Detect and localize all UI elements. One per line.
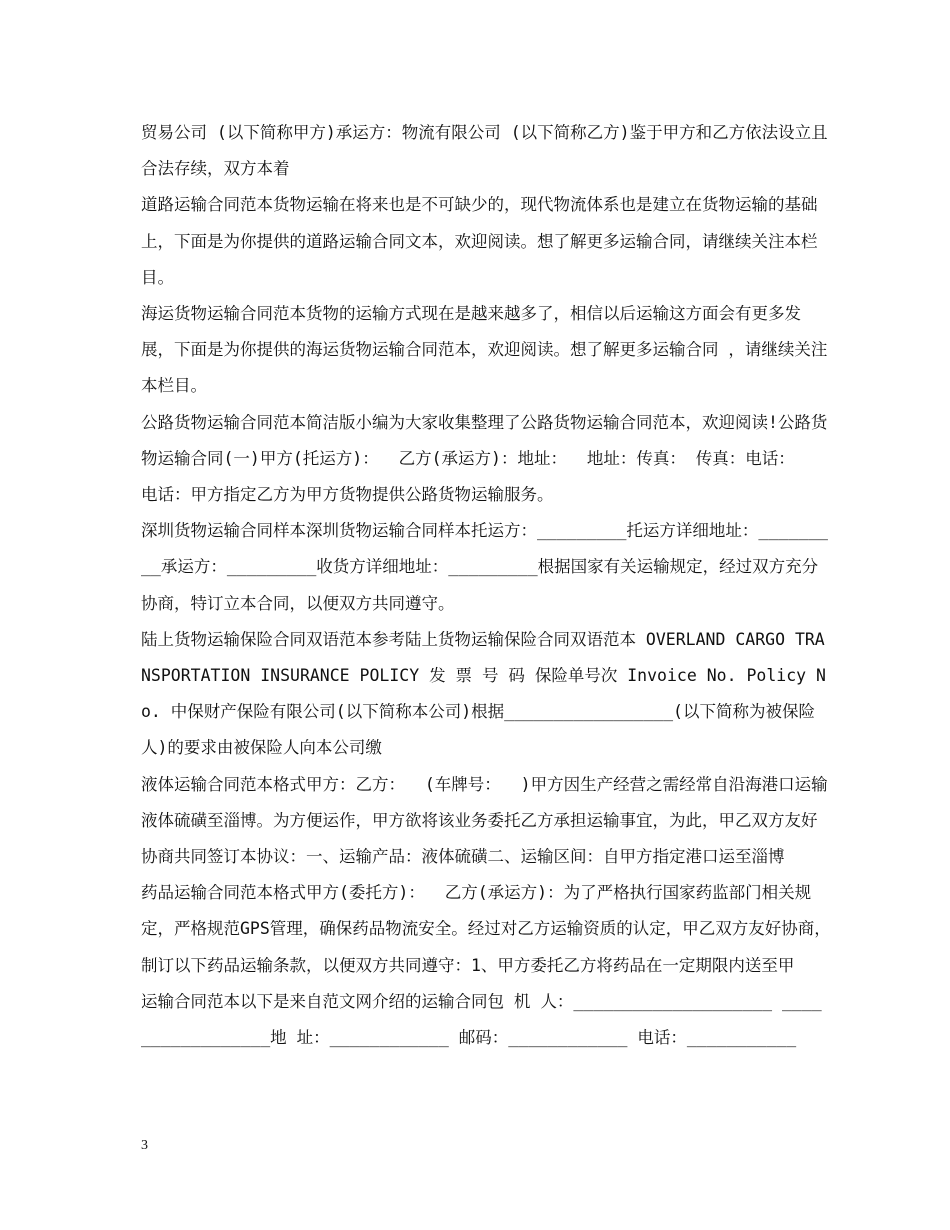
paragraph-road-transport: 道路运输合同范本货物运输在将来也是不可缺少的，现代物流体系也是建立在货物运输的基础上，下面是为你提供的道路运输合同文本，欢迎阅读。想了解更多运输合同，请继续关注本栏目。 <box>141 195 818 287</box>
page-number: 3 <box>141 1138 148 1153</box>
paragraph-liquid-transport: 液体运输合同范本格式甲方：乙方： (车牌号： )甲方因生产经营之需经常自沿海港口运输液体硫磺至淄博。为方便运作，甲方欲将该业务委托乙方承担运输事宜，为此，甲乙双方友好协商共同签订本协议：一、运输产品：液体硫磺二、运输区间：自甲方指定港口运至淄博 <box>141 774 828 867</box>
paragraph-drug-transport: 药品运输合同范本格式甲方(委托方)： 乙方(承运方)：为了严格执行国家药监部门相关规定，严格规范GPS管理，确保药品物流安全。经过对乙方运输资质的认定，甲乙双方友好协商，制订以下药品运输条款，以便双方共同遵守：1、甲方委托乙方将药品在一定期限内送至甲 <box>141 883 831 975</box>
paragraph-highway-transport: 公路货物运输合同范本简洁版小编为大家收集整理了公路货物运输合同范本，欢迎阅读!公路货物运输合同(一)甲方(托运方)： 乙方(承运方)：地址： 地址：传真： 传真：电话： 电话：甲方指定乙方为甲方货物提供公路货物运输服务。 <box>141 412 828 505</box>
paragraph-trade-company: 贸易公司 (以下简称甲方)承运方：物流有限公司 (以下简称乙方)鉴于甲方和乙方依法设立且合法存续，双方本着 <box>141 123 828 179</box>
paragraph-transport-contract-form: 运输合同范本以下是来自范文网介绍的运输合同包 机 人：____________________ _________________地 址：____________ 邮码：____________ 电话：___________ <box>141 991 822 1048</box>
paragraph-overland-insurance: 陆上货物运输保险合同双语范本参考陆上货物运输保险合同双语范本 OVERLAND CARGO TRANSPORTATION INSURANCE POLICY 发 票 号 码 保险单号次 Invoice No. Policy No. 中保财产保险有限公司(以下简称本公司)根据_________________(以下简称为被保险人)的要求由被保险人向本公司缴 <box>141 629 826 758</box>
paragraph-sea-transport: 海运货物运输合同范本货物的运输方式现在是越来越多了，相信以后运输这方面会有更多发展，下面是为你提供的海运货物运输合同范本，欢迎阅读。想了解更多运输合同 ，请继续关注本栏目。 <box>141 304 828 396</box>
paragraph-shenzhen-transport: 深圳货物运输合同样本深圳货物运输合同样本托运方：_________托运方详细地址：_________承运方：_________收货方详细地址：_________根据国家有关运输规定，经过双方充分协商，特订立本合同，以便双方共同遵守。 <box>141 521 828 613</box>
document-body <box>141 115 831 1056</box>
